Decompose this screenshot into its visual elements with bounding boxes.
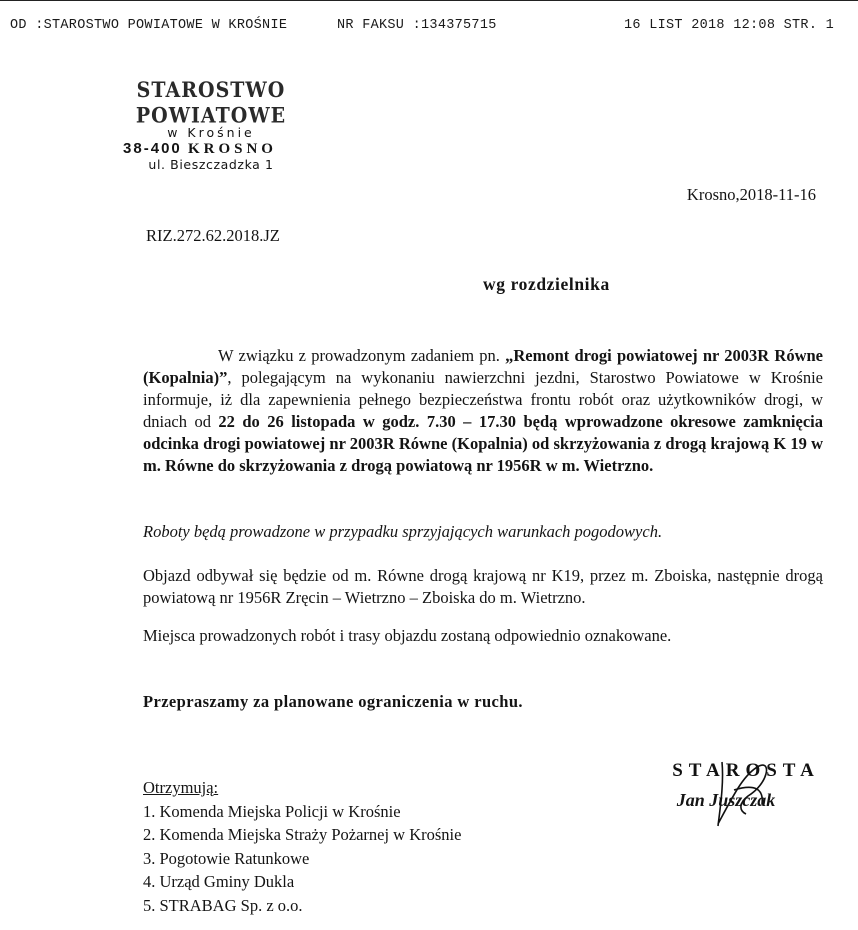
paragraph-main-text-2: , polegającym na wykonaniu nawierzchni jezdni, Starostwo Powiatowe w Krośnie informuje, iż dla zapewnienia pełnego bezpieczeństwa frontu robót oraz użytkowników drogi, w dniach od (143, 368, 823, 431)
paragraph-main-text-1: W związku z prowadzonym zadaniem pn. (218, 346, 506, 365)
paragraph-main-bold-2: 22 do 26 listopada w godz. 7.30 – 17.30 będą wprowadzone okresowe zamknięcia odcinka drogi powiatowej nr 2003R Równe (Kopalnia) od skrzyżowania z drogą krajową K 19 w m. Równe do skrzyżowania z drogą powiatową nr 1956R w m. Wietrzno. (143, 412, 823, 475)
addressee: wg rozdzielnika (483, 274, 610, 294)
paragraph-main (143, 345, 823, 477)
stamp-city-line: w Krośnie (167, 124, 255, 140)
fax-datetime-page: 16 LIST 2018 12:08 STR. 1 (624, 18, 835, 33)
place-date: Krosno,2018-11-16 (686, 185, 816, 204)
paragraph-weather: Roboty będą prowadzone w przypadku sprzyjających warunkach pogodowych. (143, 522, 663, 541)
fax-top-border (0, 0, 858, 1)
list-item: 4. Urząd Gminy Dukla (143, 872, 295, 891)
office-stamp (96, 77, 326, 173)
stamp-street: ul. Bieszczadzka 1 (148, 157, 274, 173)
apology: Przepraszamy za planowane ograniczenia w ruchu. (143, 692, 523, 711)
stamp-office-name: STAROSTWO POWIATOWE (135, 77, 287, 128)
stamp-postal-line (74, 140, 326, 158)
list-item: 3. Pogotowie Ratunkowe (143, 848, 310, 868)
signature-block (656, 760, 836, 811)
paragraph-main-bold-1: „Remont drogi powiatowej nr 2003R Równe (Kopalnia)” (143, 346, 823, 387)
signature-title: STAROSTA (672, 760, 820, 781)
fax-sender: OD :STAROSTWO POWIATOWE W KROŚNIE (10, 18, 288, 33)
paragraph-detour: Objazd odbywał się będzie od m. Równe drogą krajową nr K19, przez m. Zboiska, następnie drogą powiatową nr 1956R Zręcin – Wietrzno – Zboiska do m. Wietrzno. (143, 566, 823, 607)
list-item: 2. Komenda Miejska Straży Pożarnej w Krośnie (143, 825, 462, 844)
signature-name: Jan Juszczak (676, 790, 776, 810)
recipients-heading: Otrzymują: (143, 778, 219, 797)
list-item: 1. Komenda Miejska Policji w Krośnie (143, 801, 401, 821)
reference-number: RIZ.272.62.2018.JZ (146, 226, 280, 245)
recipients-list (143, 776, 461, 917)
handwritten-signature-icon (704, 754, 784, 834)
stamp-city: KROSNO (187, 141, 277, 158)
list-item: 5. STRABAG Sp. z o.o. (143, 895, 303, 915)
fax-number: NR FAKSU :134375715 (337, 18, 497, 33)
paragraph-marking: Miejsca prowadzonych robót i trasy objazdu zostaną odpowiednio oznakowane. (143, 626, 672, 645)
stamp-postal-code: 38-400 (123, 140, 182, 158)
